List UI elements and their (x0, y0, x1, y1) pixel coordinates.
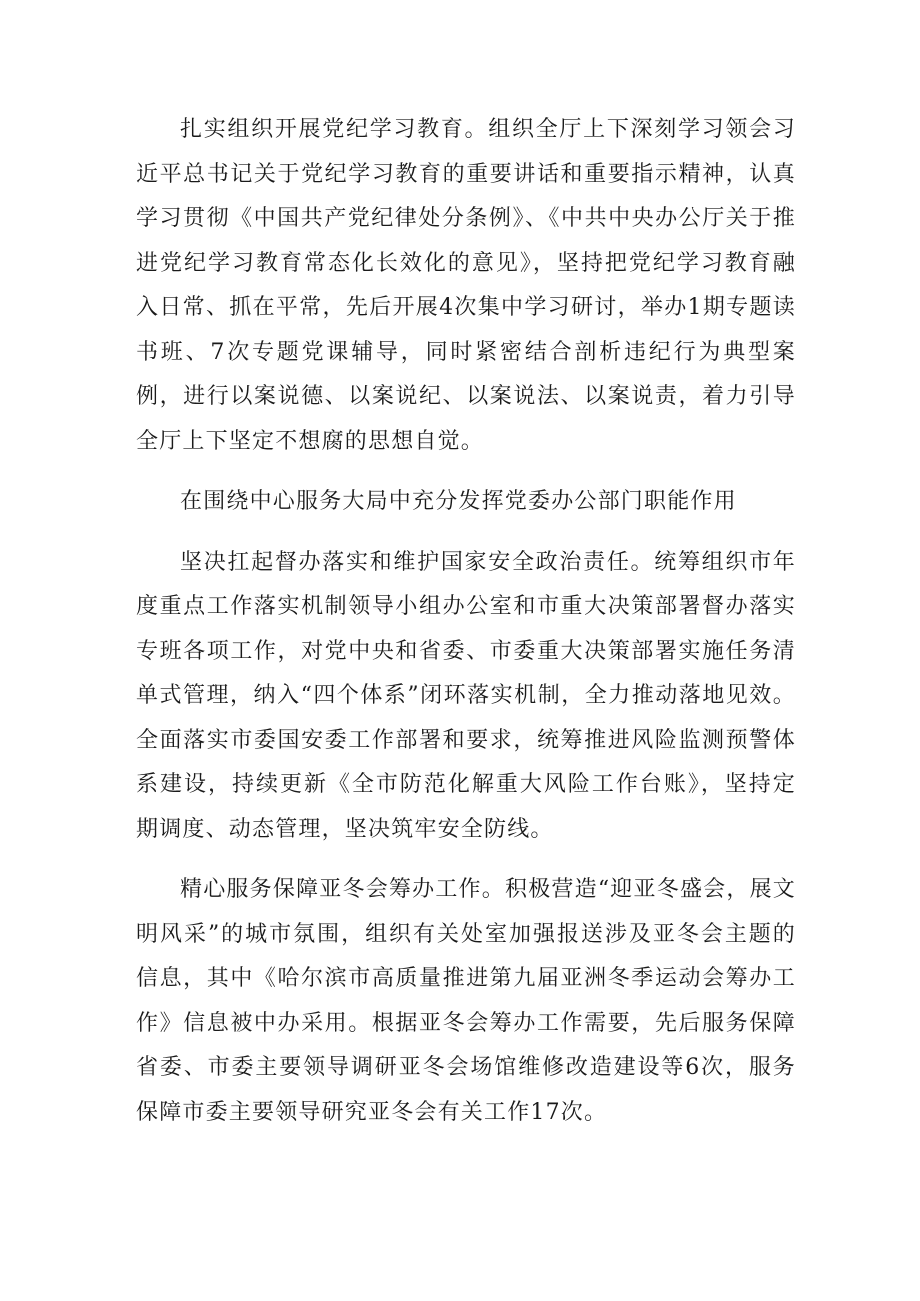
section-heading-serving-overall-situation: 在围绕中心服务大局中充分发挥党委办公部门职能作用 (180, 489, 737, 514)
paragraph-asian-winter-games-service: 精心服务保障亚冬会筹办工作。积极营造“迎亚冬盛会，展文明风采”的城市氛围，组织有关处室加强报送涉及亚冬会主题的信息，其中《哈尔滨市高质量推进第九届亚洲冬季运动会筹办工作》信息被中办采用。根据亚冬会筹办工作需要，先后服务保障省委、市委主要领导调研亚冬会场馆维修改造建设等6次，服务保障市委主要领导研究亚冬会有关工作17次。 (136, 877, 796, 1125)
paragraph-party-discipline-education: 扎实组织开展党纪学习教育。组织全厅上下深刻学习领会习近平总书记关于党纪学习教育的重要讲话和重要指示精神，认真学习贯彻《中国共产党纪律处分条例》、《中共中央办公厅关于推进党纪学习教育常态化长效化的意见》，坚持把党纪学习教育融入日常、抓在平常，先后开展4次集中学习研讨，举办1期专题读书班、7次专题党课辅导，同时紧密结合剖析违纪行为典型案例，进行以案说德、以案说纪、以案说法、以案说责，着力引导全厅上下坚定不想腐的思想自觉。 (136, 117, 796, 454)
paragraph-supervision-national-security: 坚决扛起督办落实和维护国家安全政治责任。统筹组织市年度重点工作落实机制领导小组办公室和市重大决策部署督办落实专班各项工作，对党中央和省委、市委重大决策部署实施任务清单式管理，纳入“四个体系”闭环落实机制，全力推动落地见效。全面落实市委国安委工作部署和要求，统筹推进风险监测预警体系建设，持续更新《全市防范化解重大风险工作台账》，坚持定期调度、动态管理，坚决筑牢安全防线。 (136, 549, 796, 842)
document-body (136, 108, 796, 1135)
